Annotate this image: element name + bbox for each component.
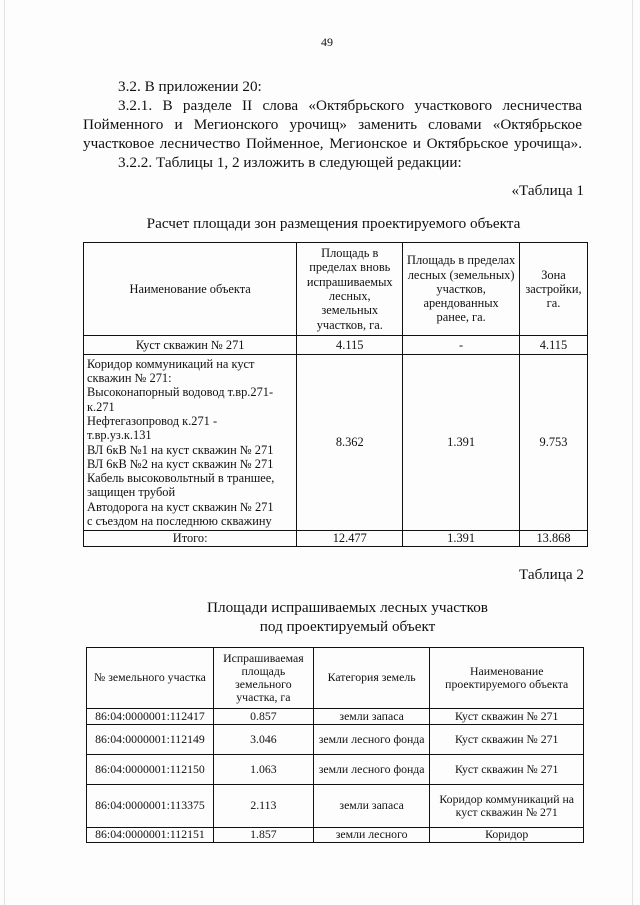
table1-header-zone: Зона застройки, га. bbox=[520, 243, 588, 336]
table1-total-row bbox=[84, 531, 588, 547]
table2-cell-area: 1.063 bbox=[213, 755, 313, 785]
table1-total-new-area: 12.477 bbox=[297, 531, 403, 547]
table1-title: Расчет площади зон размещения проектируемого объекта bbox=[146, 215, 521, 232]
corridor-line: ВЛ 6кВ №1 на куст скважин № 271 bbox=[87, 442, 274, 457]
scan-edge-left bbox=[4, 0, 5, 905]
table1-cell-zone: 9.753 bbox=[520, 355, 588, 531]
table1-header-name: Наименование объекта bbox=[84, 243, 297, 336]
table1-header-row bbox=[84, 243, 588, 336]
paragraph-3-2-1-line1: 3.2.1. В разделе II слова «Октябрьского участкового лесничества bbox=[118, 97, 582, 114]
table1-cell-leased-area: - bbox=[403, 336, 520, 355]
table-row bbox=[84, 336, 588, 355]
page-number: 49 bbox=[321, 35, 333, 49]
table2-cell-object: Куст скважин № 271 bbox=[430, 725, 584, 755]
corridor-line: Высоконапорный водовод т.вр.271- bbox=[87, 385, 274, 400]
corridor-line: Кабель высоковольтный в траншее, bbox=[87, 471, 275, 486]
table2-cell-object: Коридор коммуникаций на куст скважин № 271 bbox=[430, 785, 584, 828]
table-row bbox=[84, 355, 588, 531]
table-row bbox=[87, 709, 584, 725]
table-row bbox=[87, 828, 584, 843]
table2-cell-plot: 86:04:0000001:113375 bbox=[87, 785, 214, 828]
table2-cell-area: 0.857 bbox=[213, 709, 313, 725]
table2-cell-plot: 86:04:0000001:112149 bbox=[87, 725, 214, 755]
table2-title-line2: под проектируемый объект bbox=[259, 618, 436, 635]
table1-cell-zone: 4.115 bbox=[520, 336, 588, 355]
table1-header-new-area: Площадь в пределах вновь испрашиваемых лесных, земельных участков, га. bbox=[297, 243, 403, 336]
table2-header-area: Испрашиваемая площадь земельного участка, га bbox=[213, 648, 313, 709]
table1-total-zone: 13.868 bbox=[520, 531, 588, 547]
table-row bbox=[87, 725, 584, 755]
table2-header-object: Наименование проектируемого объекта bbox=[430, 648, 584, 709]
table2-cell-area: 2.113 bbox=[213, 785, 313, 828]
table1-cell-new-area: 4.115 bbox=[297, 336, 403, 355]
table2-cell-object: Куст скважин № 271 bbox=[430, 709, 584, 725]
paragraph-3-2: 3.2. В приложении 20: bbox=[118, 78, 262, 95]
paragraph-3-2-1-line3: участковое лесничество Пойменное, Мегионское и Октябрьское урочища». bbox=[83, 135, 582, 152]
table1-header-leased-area: Площадь в пределах лесных (земельных) участков, арендованных ранее, га. bbox=[403, 243, 520, 336]
table2-cell-category: земли запаса bbox=[313, 709, 430, 725]
scan-edge-right bbox=[632, 0, 633, 905]
corridor-line: с съездом на последнюю скважину bbox=[87, 513, 272, 528]
paragraph-3-2-2: 3.2.2. Таблицы 1, 2 изложить в следующей редакции: bbox=[118, 154, 462, 171]
table2-cell-category: земли лесного bbox=[313, 828, 430, 843]
corridor-line: Коридор коммуникаций на куст bbox=[87, 356, 255, 371]
table1-cell-corridor-list bbox=[84, 355, 297, 531]
table2-label: Таблица 2 bbox=[519, 566, 584, 583]
corridor-line: защищен трубой bbox=[87, 485, 176, 500]
table2-title-line1: Площади испрашиваемых лесных участков bbox=[207, 599, 488, 616]
table1-cell-name: Куст скважин № 271 bbox=[84, 336, 297, 355]
corridor-line: Автодорога на куст скважин № 271 bbox=[87, 499, 274, 514]
table2-cell-plot: 86:04:0000001:112151 bbox=[87, 828, 214, 843]
table2-cell-category: земли лесного фонда bbox=[313, 755, 430, 785]
table2 bbox=[86, 647, 584, 843]
table1-cell-leased-area: 1.391 bbox=[403, 355, 520, 531]
table1-label: «Таблица 1 bbox=[511, 182, 584, 199]
table2-header-category: Категория земель bbox=[313, 648, 430, 709]
table2-cell-object: Куст скважин № 271 bbox=[430, 755, 584, 785]
table2-cell-category: земли запаса bbox=[313, 785, 430, 828]
table2-cell-object: Коридор bbox=[430, 828, 584, 843]
table1-total-leased-area: 1.391 bbox=[403, 531, 520, 547]
corridor-line: ВЛ 6кВ №2 на куст скважин № 271 bbox=[87, 456, 274, 471]
table1-total-label: Итого: bbox=[84, 531, 297, 547]
table2-cell-plot: 86:04:0000001:112150 bbox=[87, 755, 214, 785]
table1 bbox=[83, 242, 588, 547]
table-row bbox=[87, 755, 584, 785]
corridor-line: т.вр.уз.к.131 bbox=[87, 428, 152, 443]
paragraph-3-2-1-line2: Пойменного и Мегионского урочищ» заменить словами «Октябрьское bbox=[83, 116, 582, 133]
corridor-line: к.271 bbox=[87, 399, 115, 414]
table1-cell-new-area: 8.362 bbox=[297, 355, 403, 531]
table2-cell-plot: 86:04:0000001:112417 bbox=[87, 709, 214, 725]
table-row bbox=[87, 785, 584, 828]
table2-header-row bbox=[87, 648, 584, 709]
table2-cell-category: земли лесного фонда bbox=[313, 725, 430, 755]
table2-cell-area: 1.857 bbox=[213, 828, 313, 843]
corridor-line: скважин № 271: bbox=[87, 371, 172, 386]
table2-header-plot: № земельного участка bbox=[87, 648, 214, 709]
table2-cell-area: 3.046 bbox=[213, 725, 313, 755]
corridor-line: Нефтегазопровод к.271 - bbox=[87, 413, 218, 428]
